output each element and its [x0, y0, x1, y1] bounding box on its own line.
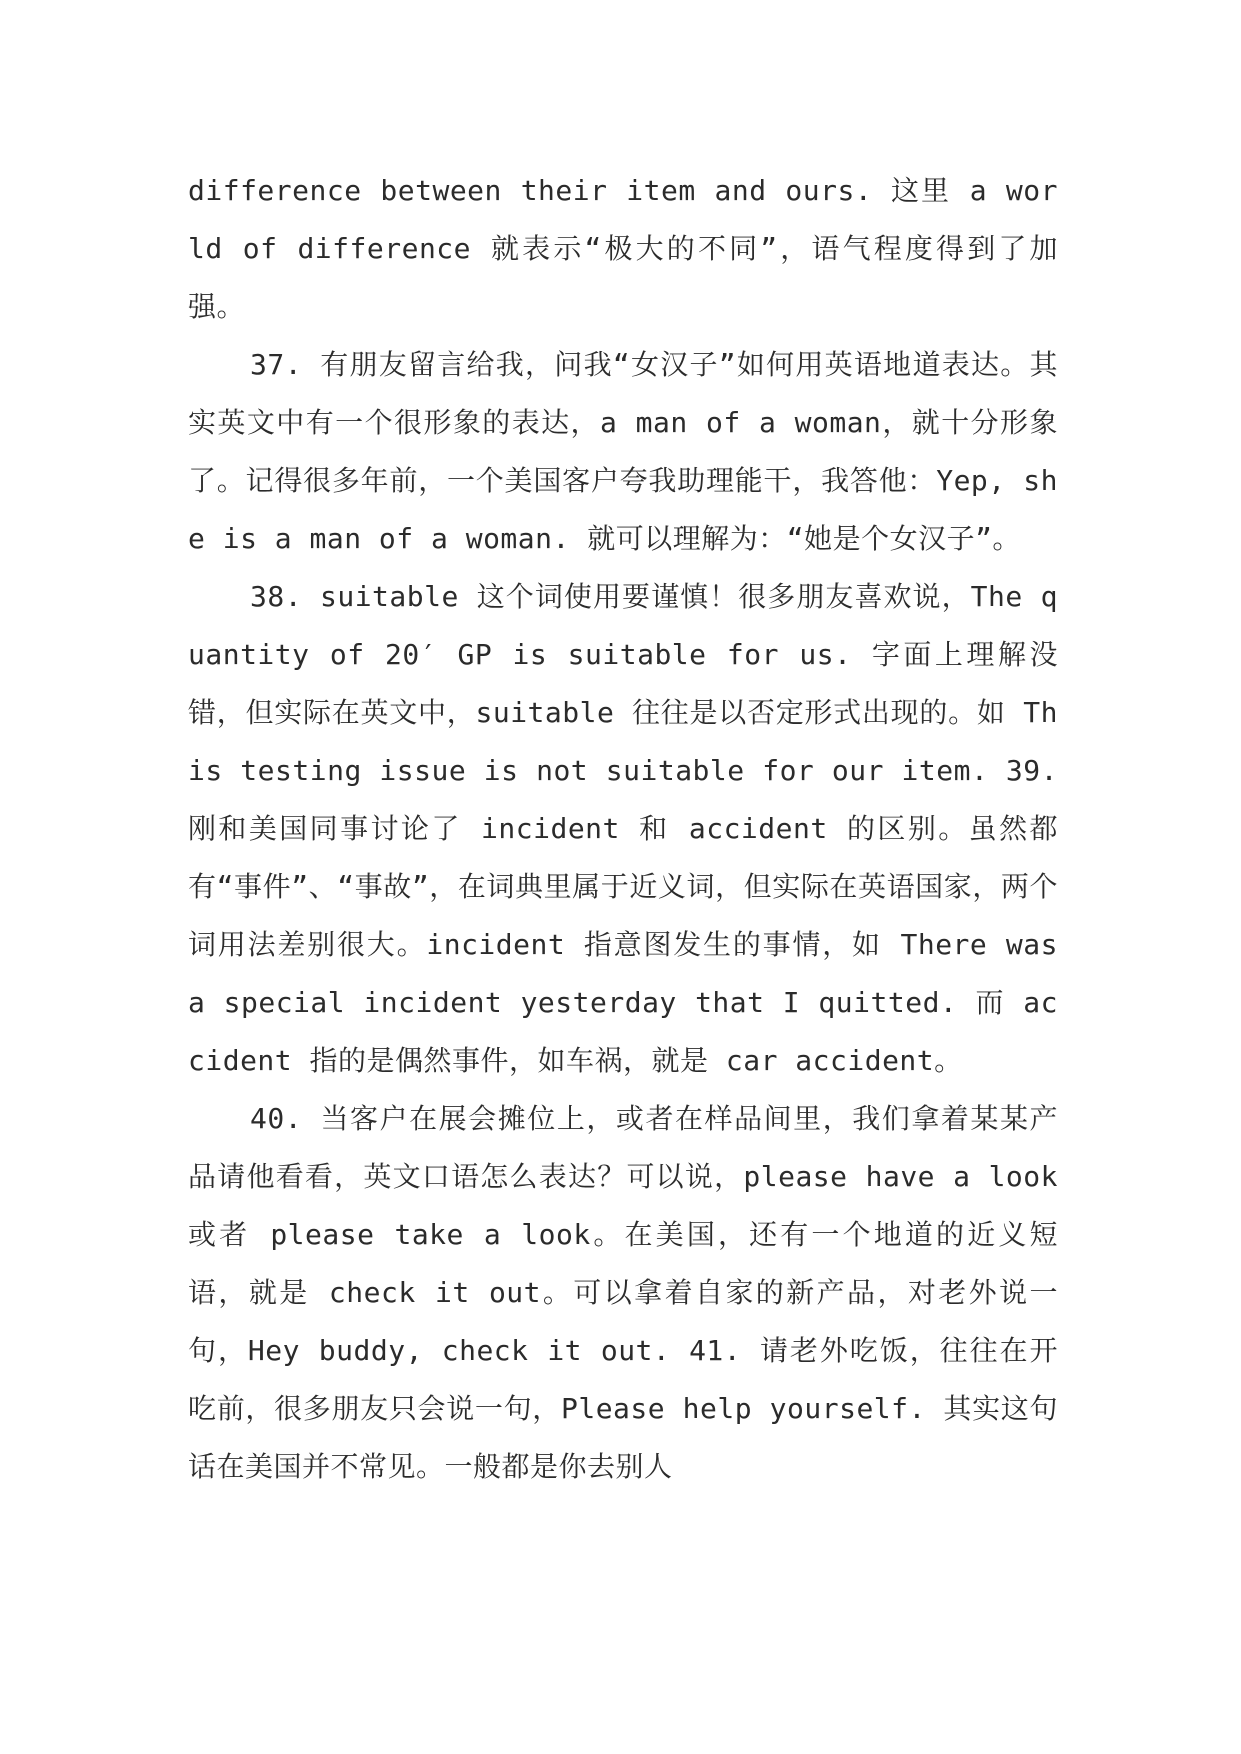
paragraph-continuation: difference between their item and ours. 这里 a world of difference 就表示“极大的不同”，语气程度得到了加强。 — [188, 174, 1058, 323]
body-text — [188, 162, 1058, 1496]
paragraph-40-41: 40. 当客户在展会摊位上，或者在样品间里，我们拿着某某产品请他看看，英文口语怎么表达？可以说，please have a look 或者 please take a look。在美国，还有一个地道的近义短语，就是 check it out。可以拿着自家的新产品，对老外说一句，Hey buddy, check it out. 41. 请老外吃饭，往往在开吃前，很多朋友只会说一句，Please help yourself. 其实这句话在美国并不常见。一般都是你去别人 — [188, 1102, 1058, 1483]
paragraph-37: 37. 有朋友留言给我，问我“女汉子”如何用英语地道表达。其实英文中有一个很形象的表达，a man of a woman，就十分形象了。记得很多年前，一个美国客户夸我助理能干，我答他：Yep, she is a man of a woman. 就可以理解为：“她是个女汉子”。 — [188, 348, 1058, 555]
paragraph-38-39: 38. suitable 这个词使用要谨慎！很多朋友喜欢说，The quantity of 20′ GP is suitable for us. 字面上理解没错，但实际在英文中，suitable 往往是以否定形式出现的。如 This testing issue is not suitable for our item. 39. 刚和美国同事讨论了 incident 和 accident 的区别。虽然都有“事件”、“事故”，在词典里属于近义词，但实际在英语国家，两个词用法差别很大。incident 指意图发生的事情，如 There was a special incident yesterday that I quitted. 而 accident 指的是偶然事件，如车祸，就是 car accident。 — [188, 580, 1058, 1077]
